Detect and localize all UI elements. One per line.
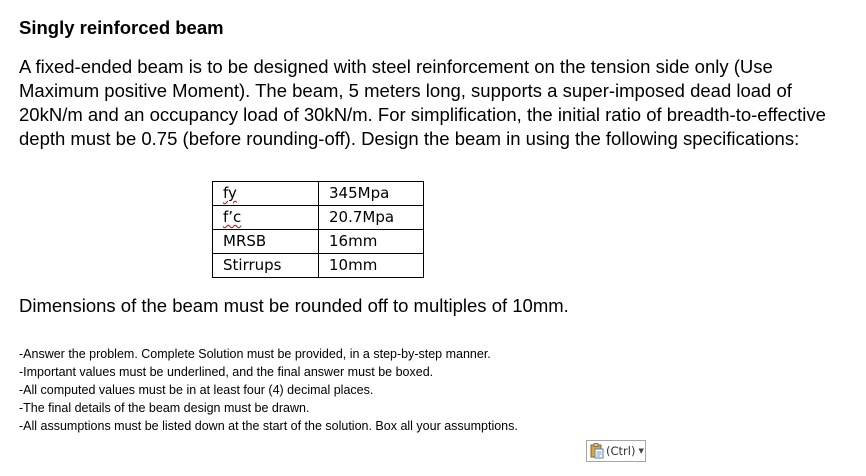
spec-label xyxy=(213,182,319,206)
chevron-down-icon: ▼ xyxy=(638,447,644,455)
paste-options-label: (Ctrl) xyxy=(606,444,636,458)
list-item: -Answer the problem. Complete Solution must be provided, in a step-by-step manner. xyxy=(19,347,491,361)
spec-value: 20.7Mpa xyxy=(319,206,424,230)
document-heading: Singly reinforced beam xyxy=(19,17,224,38)
list-item: -All computed values must be in at least four (4) decimal places. xyxy=(19,383,374,397)
table-row xyxy=(213,206,424,230)
table-row xyxy=(213,182,424,206)
clipboard-icon xyxy=(590,443,604,459)
spec-value: 10mm xyxy=(319,254,424,278)
spec-value: 16mm xyxy=(319,230,424,254)
paste-options-button[interactable] xyxy=(586,440,646,462)
list-item: -The final details of the beam design must be drawn. xyxy=(19,401,310,415)
list-item: -Important values must be underlined, and the final answer must be boxed. xyxy=(19,365,434,379)
spec-label-text: fy xyxy=(223,184,237,202)
list-item: -All assumptions must be listed down at the start of the solution. Box all your assumptions. xyxy=(19,419,518,433)
dimension-note: Dimensions of the beam must be rounded off to multiples of 10mm. xyxy=(19,295,569,316)
spec-label: Stirrups xyxy=(213,254,319,278)
specifications-table xyxy=(212,181,424,278)
table-row xyxy=(213,254,424,278)
problem-statement: A fixed-ended beam is to be designed with steel reinforcement on the tension side only (Use Maximum positive Moment). The beam, 5 meters long, supports a super-imposed dead load of 20kN/m and an occupancy load of 30kN/m. For simplification, the initial ratio of breadth-to-effective depth must be 0.75 (before rounding-off). Design the beam in using the following specifications: xyxy=(19,56,826,149)
spec-label-text: f’c xyxy=(223,208,242,226)
spec-label: MRSB xyxy=(213,230,319,254)
spec-value: 345Mpa xyxy=(319,182,424,206)
spec-label xyxy=(213,206,319,230)
table-row xyxy=(213,230,424,254)
instructions-list xyxy=(19,345,518,435)
